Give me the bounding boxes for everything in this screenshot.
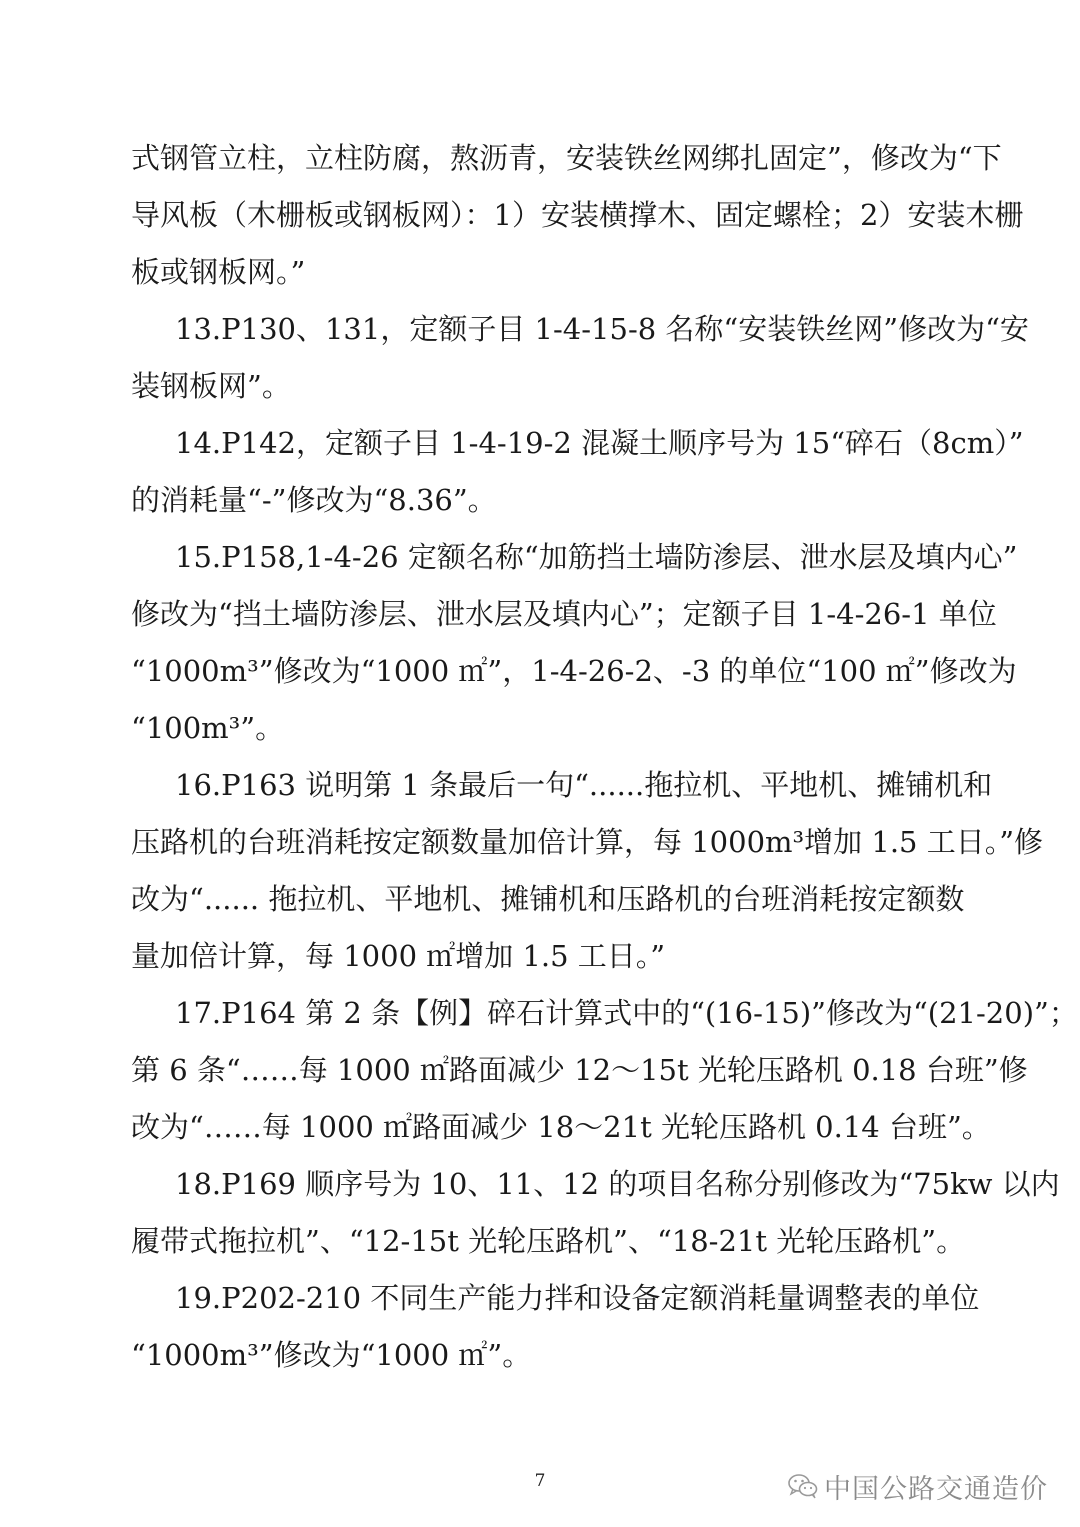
text-line: 量加倍计算，每 1000 ㎡增加 1.5 工日。” xyxy=(131,939,666,973)
text-line: 改为“...... 拖拉机、平地机、摊铺机和压路机的台班消耗按定额数 xyxy=(131,882,965,916)
text-line: 板或钢板网。” xyxy=(131,255,306,289)
text-line: 18.P169 顺序号为 10、11、12 的项目名称分别修改为“75kw 以内 xyxy=(175,1167,1060,1201)
text-line: 的消耗量“-”修改为“8.36”。 xyxy=(131,483,497,517)
text-line: 式钢管立柱，立柱防腐，熬沥青，安装铁丝网绑扎固定”，修改为“下 xyxy=(131,141,1002,175)
text-line: 修改为“挡土墙防渗层、泄水层及填内心”；定额子目 1-4-26-1 单位 xyxy=(131,597,997,631)
page-number: 7 xyxy=(534,1471,546,1491)
text-line: 压路机的台班消耗按定额数量加倍计算，每 1000m³增加 1.5 工日。”修 xyxy=(131,825,1044,859)
text-line: “1000m³”修改为“1000 ㎡”。 xyxy=(131,1338,532,1372)
text-line: 13.P130、131，定额子目 1-4-15-8 名称“安装铁丝网”修改为“安 xyxy=(175,312,1029,346)
text-line: 第 6 条“……每 1000 ㎡路面减少 12～15t 光轮压路机 0.18 台班”修 xyxy=(131,1053,1028,1087)
text-line: 装钢板网”。 xyxy=(131,369,291,403)
text-line: 导风板（木栅板或钢板网）：1）安装横撑木、固定螺栓；2）安装木栅 xyxy=(131,198,1024,232)
text-line: 19.P202-210 不同生产能力拌和设备定额消耗量调整表的单位 xyxy=(175,1281,980,1315)
watermark-text: 中国公路交通造价 xyxy=(824,1473,1048,1505)
text-line: 16.P163 说明第 1 条最后一句“......拖拉机、平地机、摊铺机和 xyxy=(175,768,993,802)
text-line: 17.P164 第 2 条【例】碎石计算式中的“(16-15)”修改为“(21-20)”； xyxy=(175,996,1078,1030)
text-line: “100m³”。 xyxy=(131,711,285,745)
text-line: 履带式拖拉机”、“12-15t 光轮压路机”、“18-21t 光轮压路机”。 xyxy=(131,1224,966,1258)
watermark xyxy=(788,1466,1048,1506)
text-line: 15.P158,1-4-26 定额名称“加筋挡土墙防渗层、泄水层及填内心” xyxy=(175,540,1018,574)
text-line: 14.P142，定额子目 1-4-19-2 混凝土顺序号为 15“碎石（8cm）” xyxy=(175,426,1024,460)
text-line: 改为“……每 1000 ㎡路面减少 18～21t 光轮压路机 0.14 台班”。 xyxy=(131,1110,991,1144)
text-line: “1000m³”修改为“1000 ㎡”，1-4-26-2、-3 的单位“100 ㎡”修改为 xyxy=(131,654,1017,688)
wechat-icon xyxy=(788,1473,818,1499)
